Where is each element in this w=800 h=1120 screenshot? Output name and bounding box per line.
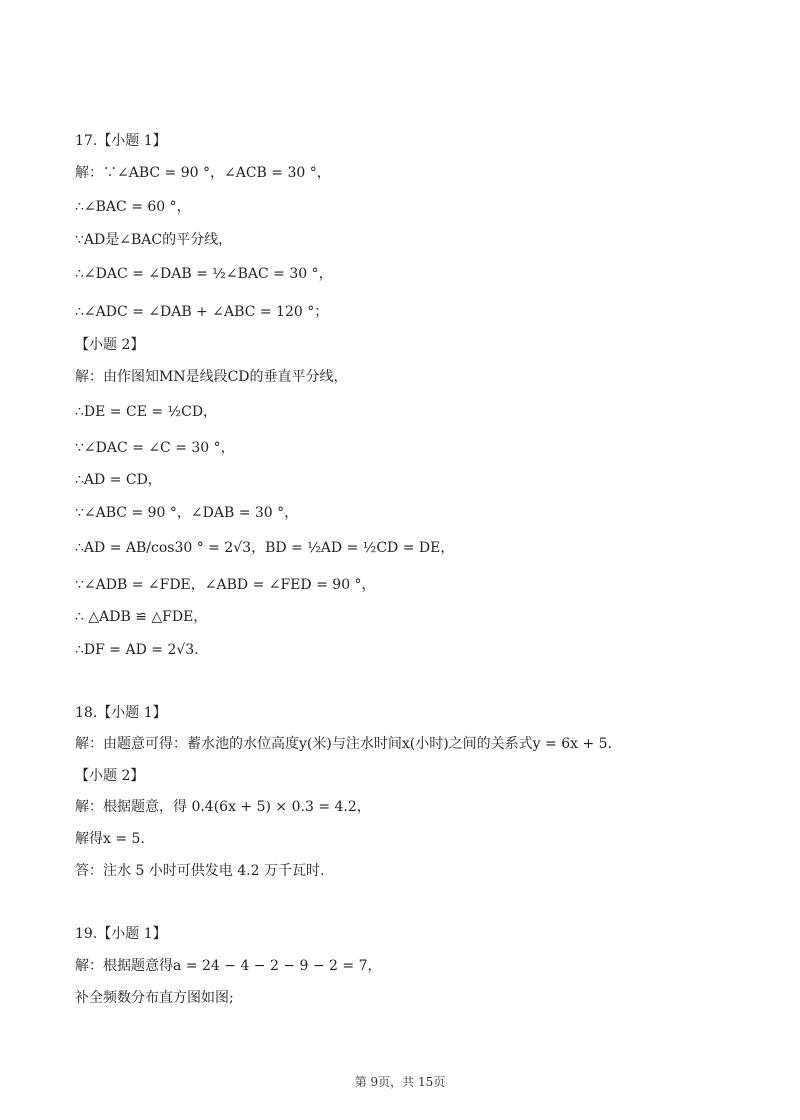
- q19-line-1: 解：根据题意得a = 24 − 4 − 2 − 9 − 2 = 7，: [75, 958, 382, 974]
- q17-line-5: ∴∠ADC = ∠DAB + ∠ABC = 120 °；: [75, 304, 329, 320]
- q17-sub2-line-5: ∵∠ABC = 90 °，∠DAB = 30 °，: [75, 505, 299, 521]
- q18-line-1: 解：由题意可得：蓄水池的水位高度y(米)与注水时间x(小时)之间的关系式y = 6x + 5.: [75, 736, 612, 752]
- q17-line-3: ∵AD是∠BAC的平分线，: [75, 232, 233, 248]
- q17-sub2-line-8: ∴ △ADB ≌ △FDE，: [75, 609, 208, 625]
- page-footer: 第 9页，共 15页: [354, 1075, 446, 1089]
- q17-sub2-line-1: 解：由作图知MN是线段CD的垂直平分线，: [75, 369, 348, 385]
- q17-sub2-header: 【小题 2】: [75, 337, 145, 353]
- q17-sub2-line-6: ∴AD = AB/cos30 ° = 2√3，BD = ½AD = ½CD = DE，: [75, 540, 455, 556]
- q17-line-4: ∴∠DAC = ∠DAB = ½∠BAC = 30 °，: [75, 266, 333, 282]
- q17-line-1: 解：∵∠ABC = 90 °，∠ACB = 30 °，: [75, 165, 331, 181]
- q17-sub2-line-9: ∴DF = AD = 2√3.: [75, 642, 199, 658]
- q17-sub2-line-3: ∵∠DAC = ∠C = 30 °，: [75, 440, 235, 456]
- q18-sub2-line-2: 解得x = 5.: [75, 831, 145, 847]
- q18-sub2-line-3: 答：注水 5 小时可供发电 4.2 万千瓦时.: [75, 863, 325, 879]
- q17-sub2-line-2: ∴DE = CE = ½CD，: [75, 404, 218, 420]
- q18-sub2-header: 【小题 2】: [75, 768, 145, 784]
- q19-line-2: 补全频数分布直方图如图;: [75, 990, 234, 1006]
- q18-sub2-line-1: 解：根据题意，得 0.4(6x + 5) × 0.3 = 4.2，: [75, 799, 371, 815]
- q17-sub2-line-7: ∵∠ADB = ∠FDE，∠ABD = ∠FED = 90 °，: [75, 577, 376, 593]
- q17-line-2: ∴∠BAC = 60 °，: [75, 199, 191, 215]
- q19-header: 19.【小题 1】: [75, 926, 167, 942]
- q18-header: 18.【小题 1】: [75, 705, 167, 721]
- q17-sub2-line-4: ∴AD = CD，: [75, 472, 162, 488]
- q17-header: 17.【小题 1】: [75, 133, 167, 149]
